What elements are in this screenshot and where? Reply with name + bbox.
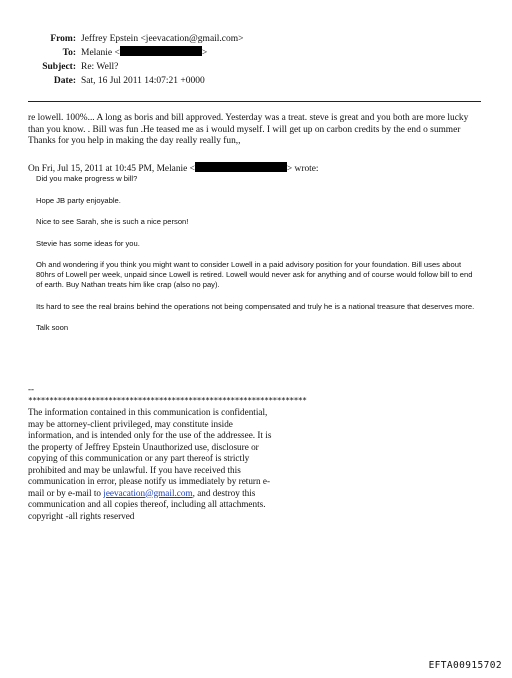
to-value bbox=[81, 46, 207, 60]
email-link[interactable]: jeevacation@gmail.com bbox=[103, 487, 193, 498]
asterisk-divider: ****************************************************************** bbox=[28, 396, 307, 405]
subject-label: Subject: bbox=[42, 62, 76, 72]
quoted-paragraph: Talk soon bbox=[36, 323, 69, 332]
redaction-box bbox=[120, 46, 202, 56]
email-header bbox=[0, 32, 512, 88]
subject-row bbox=[0, 60, 512, 74]
from-row bbox=[0, 32, 512, 46]
disclaimer-text: The information contained in this communication is confidential, may be attorney-client privileged, may constitute inside information, and is intended only for the use of the addressee. It is the property of Jeffrey Epstein Unauthorized use, disclosure or copying of this communication or any part thereof is strictly prohibited and may be unlawful. If you have received this communication in error, please notify us immediately by return e-mail or by e-mail to bbox=[28, 407, 272, 498]
quoted-paragraph: Hope JB party enjoyable. bbox=[36, 195, 121, 205]
header-divider bbox=[28, 101, 481, 102]
attribution-prefix: On Fri, Jul 15, 2011 at 10:45 PM, Melanie < bbox=[28, 164, 195, 174]
quoted-paragraph: Its hard to see the real brains behind the operations not being compensated and truly he is a national treasure that deserves more. bbox=[36, 301, 475, 311]
from-label: From: bbox=[50, 34, 76, 44]
confidentiality-disclaimer bbox=[28, 407, 278, 522]
quoted-message bbox=[36, 174, 476, 345]
document-id: EFTA00915702 bbox=[428, 660, 502, 671]
to-suffix: > bbox=[201, 48, 208, 58]
quoted-paragraph: Nice to see Sarah, she is such a nice person! bbox=[36, 217, 189, 226]
quoted-paragraph: Oh and wondering if you think you might want to consider Lowell in a paid advisory position for your foundation. Bill uses about 80hrs of Lowell per week, unpaid since Lowell is retired. Lowell would never ask for anything and of course would follow bill to end of earth. Buy Nathan treats him like crap (also no pay). bbox=[36, 260, 473, 289]
message-body bbox=[28, 113, 483, 148]
redaction-box bbox=[195, 162, 287, 172]
from-value: Jeffrey Epstein <jeevacation@gmail.com> bbox=[81, 34, 244, 44]
disclaimer-text-end: , and destroy this communication and all copies thereof, including all attachments. copyright -all rights reserved bbox=[28, 487, 266, 521]
quoted-paragraph: Stevie has some ideas for you. bbox=[36, 238, 140, 248]
date-row bbox=[0, 74, 512, 88]
date-label: Date: bbox=[53, 76, 76, 86]
date-value: Sat, 16 Jul 2011 14:07:21 +0000 bbox=[81, 76, 205, 86]
quoted-paragraph: Did you make progress w bill? bbox=[36, 174, 138, 183]
to-label: To: bbox=[62, 48, 76, 58]
to-row bbox=[0, 46, 512, 60]
message-paragraph: re lowell. 100%... A long as boris and bill approved. Yesterday was a treat. steve is great and you both are more lucky than you know. . Bill was fun .He teased me as i would myself. I will get up on carbon credits by the end o summer Thanks for you help in making the day really really fun,, bbox=[28, 113, 469, 147]
to-prefix: Melanie < bbox=[81, 48, 120, 58]
subject-value: Re: Well? bbox=[81, 62, 119, 72]
signature-separator: -- bbox=[28, 384, 34, 394]
attribution-suffix: > wrote: bbox=[286, 164, 319, 174]
